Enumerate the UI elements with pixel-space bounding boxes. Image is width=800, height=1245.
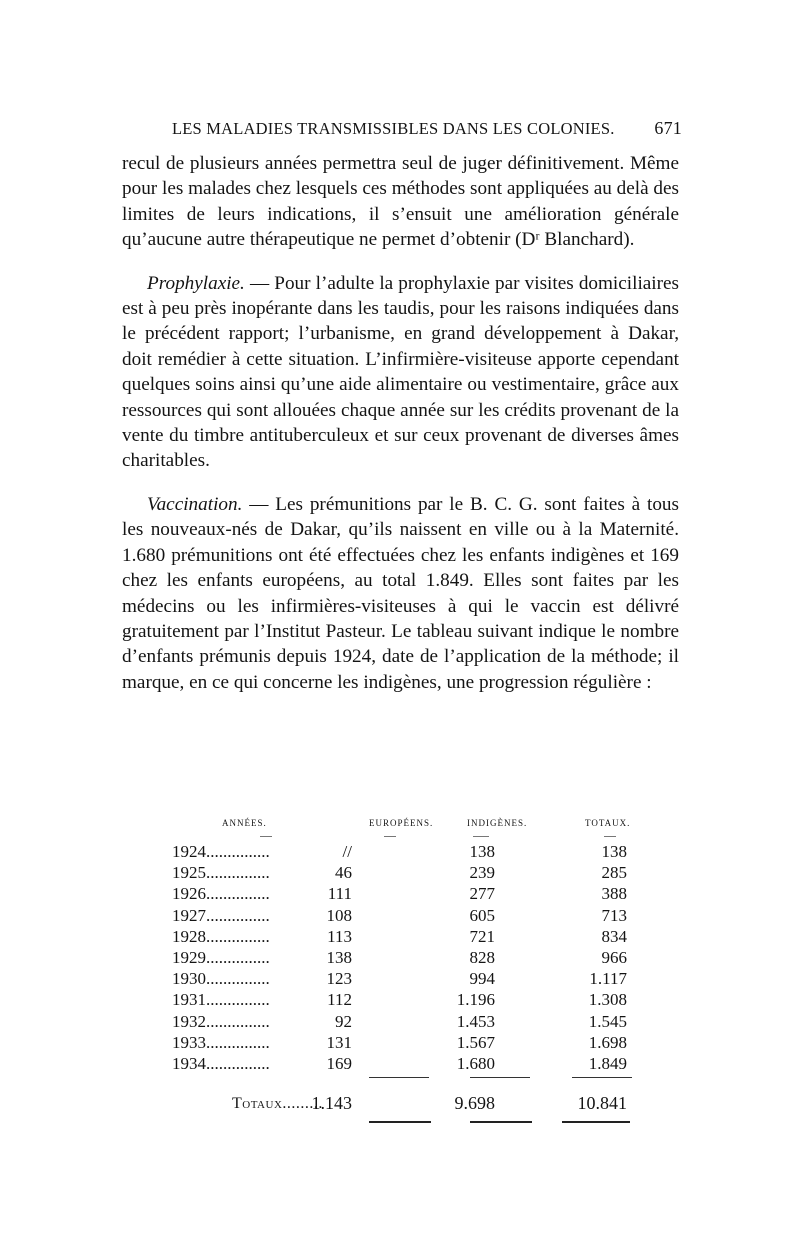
table-row: [122, 1054, 682, 1075]
cell-indigenes: 277: [469, 884, 495, 904]
table-row: [122, 1012, 682, 1033]
cell-year: 1931...............: [172, 990, 270, 1010]
cell-europeens: 112: [327, 990, 352, 1010]
paragraph-prophylaxie: [122, 271, 679, 474]
totals-europeens: 1.143: [311, 1093, 352, 1114]
cell-year: 1933...............: [172, 1032, 270, 1052]
table-row: [122, 948, 682, 969]
cell-totaux: 713: [601, 905, 627, 925]
cell-year: 1930...............: [172, 969, 270, 989]
dash: [384, 836, 396, 837]
cell-indigenes: 1.680: [456, 1053, 495, 1073]
running-head: [172, 118, 682, 139]
cell-totaux: 138: [601, 842, 627, 861]
cell-europeens: //: [342, 842, 352, 861]
dash: [473, 836, 489, 837]
cell-year: 1928...............: [172, 926, 270, 946]
heading-vaccination: Vaccination.: [147, 493, 243, 515]
rule: [369, 1077, 429, 1078]
table-row: [122, 1033, 682, 1054]
cell-year: 1925...............: [172, 863, 270, 883]
cell-year: 1924...............: [172, 842, 270, 861]
cell-indigenes: 994: [469, 969, 495, 989]
cell-year: 1934...............: [172, 1053, 270, 1073]
header-indigenes: INDIGÈNES.: [467, 818, 528, 828]
header-dashes: [122, 834, 682, 842]
cell-indigenes: 721: [469, 926, 495, 946]
totals-totaux: 10.841: [577, 1093, 627, 1114]
cell-totaux: 834: [601, 926, 627, 946]
dash: [604, 836, 616, 837]
totals-indigenes: 9.698: [454, 1093, 495, 1114]
paragraph-continuation: recul de plusieurs années permettra seul de juger définitivement. Même pour les malades chez lesquels ces méthodes sont appliquées au delà des limites de leurs indications, il s’ensuit une amélioration générale qu’aucune autre thérapeutique ne permet d’obtenir (Dʳ Blanchard).: [122, 153, 679, 251]
rule: [369, 1121, 431, 1123]
cell-year: 1926...............: [172, 884, 270, 904]
body-text: [122, 151, 679, 695]
table-row: [122, 863, 682, 884]
table-header: [122, 812, 682, 834]
cell-europeens: 123: [326, 969, 352, 989]
table-row: [122, 927, 682, 948]
cell-indigenes: 138: [469, 842, 495, 861]
cell-year: 1929...............: [172, 947, 270, 967]
paragraph-vaccination: [122, 492, 679, 695]
cell-totaux: 1.545: [588, 1011, 627, 1031]
cell-totaux: 966: [601, 947, 627, 967]
header-annees: ANNÉES.: [222, 818, 267, 828]
cell-indigenes: 1.453: [456, 1011, 495, 1031]
totals-row: [122, 1091, 682, 1121]
page-number: 671: [654, 118, 682, 138]
cell-totaux: 285: [601, 863, 627, 883]
cell-europeens: 111: [327, 884, 352, 904]
cell-indigenes: 828: [469, 947, 495, 967]
cell-europeens: 108: [326, 905, 352, 925]
cell-totaux: 1.117: [589, 969, 627, 989]
cell-totaux: 1.308: [588, 990, 627, 1010]
header-totaux: TOTAUX.: [585, 818, 631, 828]
cell-europeens: 138: [326, 947, 352, 967]
paragraph-vaccination-text: — Les prémunitions par le B. C. G. sont faites à tous les nouveaux-nés de Dakar, qu’ils naissent en ville ou à la Maternité. 1.680 prémunitions ont été effectuées chez les enfants indigènes et 169 chez les enfants européens, au total 1.849. Elles sont faites par les médecins ou les infirmières-visiteuses à qui le vaccin est délivré gratuitement par l’Institut Pasteur. Le tableau suivant indique le nombre d’enfants prémunis depuis 1924, date de l’application de la méthode; il marque, en ce qui concerne les indigènes, une progression régulière :: [122, 493, 679, 693]
cell-europeens: 131: [326, 1032, 352, 1052]
cell-europeens: 113: [327, 926, 352, 946]
totals-label: Totaux.........: [232, 1095, 323, 1113]
cell-europeens: 169: [326, 1053, 352, 1073]
rule: [572, 1077, 632, 1078]
table-row: [122, 969, 682, 990]
rule: [562, 1121, 630, 1123]
totals-separator: [122, 1075, 682, 1081]
table-body: [122, 842, 682, 1075]
table-row: [122, 906, 682, 927]
cell-year: 1932...............: [172, 1011, 270, 1031]
table-row: [122, 842, 682, 863]
cell-europeens: 46: [335, 863, 352, 883]
dash: [260, 836, 272, 837]
running-title: LES MALADIES TRANSMISSIBLES DANS LES COLONIES.: [172, 119, 615, 138]
cell-indigenes: 605: [469, 905, 495, 925]
cell-indigenes: 1.196: [456, 990, 495, 1010]
cell-totaux: 388: [601, 884, 627, 904]
cell-indigenes: 1.567: [456, 1032, 495, 1052]
cell-totaux: 1.698: [588, 1032, 627, 1052]
table-row: [122, 990, 682, 1011]
rule: [470, 1121, 532, 1123]
cell-indigenes: 239: [469, 863, 495, 883]
heading-prophylaxie: Prophylaxie.: [147, 272, 245, 294]
paragraph-prophylaxie-text: — Pour l’adulte la prophylaxie par visites domiciliaires est à peu près inopérante dans les taudis, pour les raisons indiquées dans le précédent rapport; l’urbanisme, en grand développement à Dakar, doit remédier à cette situation. L’infirmière-visiteuse apporte cependant quelques soins ainsi qu’une aide alimentaire ou vestimentaire, grâce aux ressources qui sont allouées chaque année sur les crédits provenant de la vente du timbre antituberculeux et sur ceux provenant de diverses âmes charitables.: [122, 272, 679, 472]
table-row: [122, 884, 682, 905]
vaccination-table: [122, 812, 682, 1129]
cell-year: 1927...............: [172, 905, 270, 925]
rule: [470, 1077, 530, 1078]
header-europeens: EUROPÉENS.: [369, 818, 434, 828]
cell-europeens: 92: [335, 1011, 352, 1031]
cell-totaux: 1.849: [588, 1053, 627, 1073]
final-rules: [122, 1121, 682, 1129]
